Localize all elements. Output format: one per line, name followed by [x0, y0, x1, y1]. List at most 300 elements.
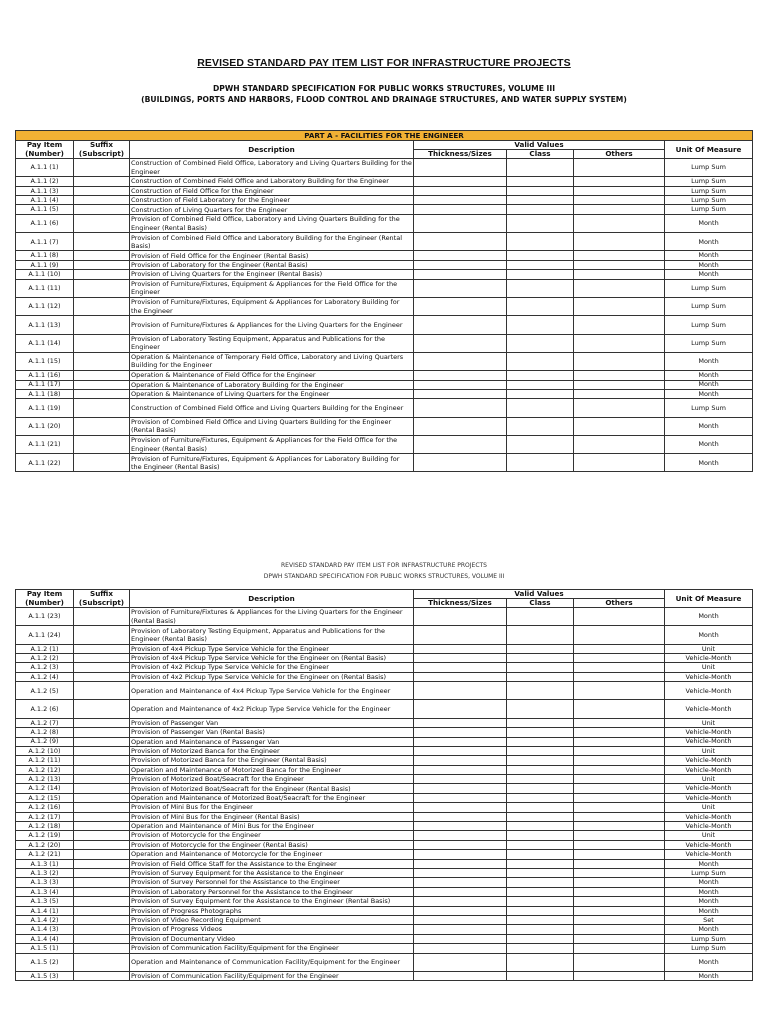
thickness-cell [414, 887, 507, 896]
pay-item-number: A.1.1 (21) [16, 435, 74, 453]
class-cell [507, 177, 574, 186]
suffix-cell [74, 644, 130, 653]
pay-item-number: A.1.1 (2) [16, 177, 74, 186]
pay-item-number: A.1.2 (12) [16, 765, 74, 774]
pay-item-number: A.1.2 (8) [16, 728, 74, 737]
unit-of-measure: Lump Sum [665, 944, 753, 953]
others-cell [574, 626, 665, 644]
table-row [16, 887, 753, 896]
unit-of-measure: Month [665, 371, 753, 380]
others-cell [574, 869, 665, 878]
thickness-cell [414, 159, 507, 177]
thickness-cell [414, 812, 507, 821]
class-cell [507, 878, 574, 887]
others-cell [574, 784, 665, 793]
table-row [16, 644, 753, 653]
class-cell [507, 700, 574, 718]
part-a-label: PART A - FACILITIES FOR THE ENGINEER [16, 131, 753, 141]
item-description: Construction of Field Office for the Engineer [130, 186, 414, 195]
class-cell [507, 260, 574, 269]
others-cell [574, 700, 665, 718]
item-description: Provision of Mini Bus for the Engineer [130, 803, 414, 812]
pay-item-number: A.1.1 (16) [16, 371, 74, 380]
unit-of-measure: Lump Sum [665, 869, 753, 878]
item-description: Provision of Motorized Boat/Seacraft for the Engineer [130, 775, 414, 784]
pay-item-number: A.1.4 (2) [16, 915, 74, 924]
item-description: Operation and Maintenance of Motorized Banca for the Engineer [130, 765, 414, 774]
others-cell [574, 196, 665, 205]
table-row [16, 389, 753, 398]
suffix-cell [74, 371, 130, 380]
unit-of-measure: Month [665, 897, 753, 906]
pay-item-number: A.1.1 (3) [16, 186, 74, 195]
thickness-cell [414, 944, 507, 953]
item-description: Provision of Motorized Boat/Seacraft for the Engineer (Rental Basis) [130, 784, 414, 793]
item-description: Provision of 4x4 Pickup Type Service Vehicle for the Engineer [130, 644, 414, 653]
others-cell [574, 159, 665, 177]
unit-of-measure: Unit [665, 663, 753, 672]
pay-item-number: A.1.2 (19) [16, 831, 74, 840]
unit-of-measure: Month [665, 214, 753, 232]
item-description: Provision of 4x4 Pickup Type Service Vehicle for the Engineer on (Rental Basis) [130, 653, 414, 662]
pay-item-number: A.1.2 (20) [16, 840, 74, 849]
table-row [16, 435, 753, 453]
pay-item-number: A.1.2 (14) [16, 784, 74, 793]
suffix-cell [74, 784, 130, 793]
class-cell [507, 608, 574, 626]
table-row [16, 775, 753, 784]
thickness-cell [414, 831, 507, 840]
suffix-cell [74, 672, 130, 681]
unit-of-measure: Month [665, 352, 753, 370]
suffix-cell [74, 831, 130, 840]
table-row [16, 672, 753, 681]
thickness-cell [414, 700, 507, 718]
unit-of-measure: Vehicle-Month [665, 682, 753, 700]
suffix-cell [74, 251, 130, 260]
table-row [16, 159, 753, 177]
class-cell [507, 186, 574, 195]
item-description: Provision of Survey Equipment for the Assistance to the Engineer [130, 869, 414, 878]
suffix-cell [74, 297, 130, 315]
class-cell [507, 417, 574, 435]
unit-of-measure: Vehicle-Month [665, 812, 753, 821]
pay-item-number: A.1.2 (4) [16, 672, 74, 681]
item-description: Operation and Maintenance of Mini Bus for the Engineer [130, 822, 414, 831]
table-row [16, 399, 753, 417]
others-cell [574, 186, 665, 195]
class-cell [507, 925, 574, 934]
spec-subtitle: DPWH STANDARD SPECIFICATION FOR PUBLIC WORKS STRUCTURES, VOLUME III [212, 84, 556, 93]
pay-item-number: A.1.2 (15) [16, 793, 74, 802]
pay-item-number: A.1.5 (2) [16, 953, 74, 971]
item-description: Provision of Laboratory for the Engineer (Rental Basis) [130, 260, 414, 269]
table-row [16, 869, 753, 878]
item-description: Operation and Maintenance of 4x4 Pickup Type Service Vehicle for the Engineer [130, 682, 414, 700]
thickness-cell [414, 971, 507, 980]
pay-item-number: A.1.2 (21) [16, 850, 74, 859]
thickness-cell [414, 934, 507, 943]
table-row [16, 214, 753, 232]
pay-item-table-part-a [15, 130, 753, 472]
thickness-cell [414, 859, 507, 868]
others-cell [574, 944, 665, 953]
pay-item-number: A.1.1 (19) [16, 399, 74, 417]
others-cell [574, 915, 665, 924]
suffix-cell [74, 435, 130, 453]
table-row [16, 812, 753, 821]
item-description: Provision of 4x2 Pickup Type Service Vehicle for the Engineer on (Rental Basis) [130, 672, 414, 681]
pay-item-number: A.1.1 (7) [16, 233, 74, 251]
unit-of-measure: Month [665, 389, 753, 398]
pay-item-number: A.1.1 (13) [16, 316, 74, 334]
thickness-cell [414, 214, 507, 232]
others-cell [574, 840, 665, 849]
suffix-cell [74, 869, 130, 878]
pay-item-number: A.1.1 (11) [16, 279, 74, 297]
item-description: Provision of Furniture/Fixtures, Equipment & Appliances for the Field Office for the Engineer (Rental Basis) [130, 435, 414, 453]
others-cell [574, 971, 665, 980]
unit-of-measure: Month [665, 233, 753, 251]
pay-item-number: A.1.4 (3) [16, 925, 74, 934]
unit-of-measure: Month [665, 859, 753, 868]
class-cell [507, 159, 574, 177]
pay-item-number: A.1.3 (5) [16, 897, 74, 906]
others-cell [574, 728, 665, 737]
pay-item-number: A.1.2 (10) [16, 746, 74, 755]
col-valid-values: Valid Values [414, 141, 665, 150]
thickness-cell [414, 878, 507, 887]
thickness-cell [414, 682, 507, 700]
thickness-cell [414, 840, 507, 849]
table-row [16, 186, 753, 195]
others-cell [574, 737, 665, 746]
suffix-cell [74, 878, 130, 887]
unit-of-measure: Unit [665, 644, 753, 653]
others-cell [574, 270, 665, 279]
others-cell [574, 653, 665, 662]
thickness-cell [414, 399, 507, 417]
suffix-cell [74, 822, 130, 831]
class-cell [507, 399, 574, 417]
pay-item-number: A.1.2 (17) [16, 812, 74, 821]
thickness-cell [414, 233, 507, 251]
others-cell [574, 389, 665, 398]
col-suffix: Suffix (Subscript) [74, 141, 130, 159]
item-description: Operation & Maintenance of Living Quarters for the Engineer [130, 389, 414, 398]
item-description: Provision of Progress Photographs [130, 906, 414, 915]
suffix-cell [74, 775, 130, 784]
table-row [16, 971, 753, 980]
suffix-cell [74, 205, 130, 214]
pay-item-table-continued [15, 589, 753, 981]
unit-of-measure: Lump Sum [665, 177, 753, 186]
unit-of-measure: Vehicle-Month [665, 850, 753, 859]
thickness-cell [414, 435, 507, 453]
item-description: Provision of Combined Field Office and Laboratory Building for the Engineer (Rental Basis) [130, 233, 414, 251]
pay-item-number: A.1.1 (5) [16, 205, 74, 214]
col-suffix: Suffix (Subscript) [74, 590, 130, 608]
unit-of-measure: Lump Sum [665, 205, 753, 214]
table-row [16, 718, 753, 727]
others-cell [574, 746, 665, 755]
others-cell [574, 672, 665, 681]
item-description: Provision of Motorized Banca for the Engineer [130, 746, 414, 755]
others-cell [574, 775, 665, 784]
table-row [16, 831, 753, 840]
unit-of-measure: Vehicle-Month [665, 784, 753, 793]
suffix-cell [74, 417, 130, 435]
pay-item-number: A.1.2 (11) [16, 756, 74, 765]
others-cell [574, 850, 665, 859]
suffix-cell [74, 793, 130, 802]
col-valid-values: Valid Values [414, 590, 665, 599]
class-cell [507, 784, 574, 793]
pay-item-number: A.1.1 (12) [16, 297, 74, 315]
suffix-cell [74, 380, 130, 389]
thickness-cell [414, 186, 507, 195]
unit-of-measure: Unit [665, 831, 753, 840]
thickness-cell [414, 850, 507, 859]
item-description: Provision of Video Recording Equipment [130, 915, 414, 924]
table-row [16, 822, 753, 831]
unit-of-measure: Month [665, 971, 753, 980]
unit-of-measure: Vehicle-Month [665, 728, 753, 737]
col-others: Others [574, 599, 665, 608]
unit-of-measure: Month [665, 608, 753, 626]
item-description: Provision of Motorcycle for the Engineer [130, 831, 414, 840]
class-cell [507, 718, 574, 727]
thickness-cell [414, 663, 507, 672]
suffix-cell [74, 737, 130, 746]
unit-of-measure: Unit [665, 775, 753, 784]
suffix-cell [74, 953, 130, 971]
suffix-cell [74, 915, 130, 924]
pay-item-number: A.1.1 (14) [16, 334, 74, 352]
thickness-cell [414, 205, 507, 214]
col-class: Class [507, 150, 574, 159]
pay-item-number: A.1.1 (4) [16, 196, 74, 205]
class-cell [507, 887, 574, 896]
pay-item-number: A.1.1 (23) [16, 608, 74, 626]
item-description: Provision of Furniture/Fixtures, Equipment & Appliances for Laboratory Building for the Engineer (Rental Basis) [130, 454, 414, 472]
thickness-cell [414, 608, 507, 626]
table-row [16, 765, 753, 774]
class-cell [507, 653, 574, 662]
pay-item-number: A.1.3 (3) [16, 878, 74, 887]
table-row [16, 756, 753, 765]
class-cell [507, 251, 574, 260]
suffix-cell [74, 653, 130, 662]
item-description: Provision of Field Office for the Engineer (Rental Basis) [130, 251, 414, 260]
thickness-cell [414, 270, 507, 279]
class-cell [507, 626, 574, 644]
pay-item-number: A.1.3 (1) [16, 859, 74, 868]
class-cell [507, 352, 574, 370]
unit-of-measure: Month [665, 417, 753, 435]
item-description: Operation and Maintenance of Motorized Boat/Seacraft for the Engineer [130, 793, 414, 802]
table-row [16, 746, 753, 755]
item-description: Provision of Survey Equipment for the Assistance to the Engineer (Rental Basis) [130, 897, 414, 906]
class-cell [507, 934, 574, 943]
table-row [16, 840, 753, 849]
pay-item-number: A.1.1 (10) [16, 270, 74, 279]
pay-item-number: A.1.1 (20) [16, 417, 74, 435]
thickness-cell [414, 316, 507, 334]
unit-of-measure: Lump Sum [665, 297, 753, 315]
table-row [16, 352, 753, 370]
suffix-cell [74, 663, 130, 672]
class-cell [507, 756, 574, 765]
table-row [16, 784, 753, 793]
table-row [16, 626, 753, 644]
thickness-cell [414, 746, 507, 755]
class-cell [507, 812, 574, 821]
thickness-cell [414, 626, 507, 644]
thickness-cell [414, 177, 507, 186]
table-row [16, 682, 753, 700]
class-cell [507, 279, 574, 297]
others-cell [574, 859, 665, 868]
table-row [16, 251, 753, 260]
thickness-cell [414, 869, 507, 878]
suffix-cell [74, 399, 130, 417]
pay-item-number: A.1.2 (2) [16, 653, 74, 662]
table-row [16, 934, 753, 943]
table-row [16, 297, 753, 315]
item-description: Provision of Laboratory Testing Equipment, Apparatus and Publications for the Engineer [130, 334, 414, 352]
item-description: Construction of Combined Field Office and Living Quarters Building for the Engineer [130, 399, 414, 417]
table-row [16, 196, 753, 205]
class-cell [507, 953, 574, 971]
class-cell [507, 454, 574, 472]
table-row [16, 803, 753, 812]
page-2-header-spec: DPWH STANDARD SPECIFICATION FOR PUBLIC WORKS STRUCTURES, VOLUME III [263, 573, 505, 580]
table-row [16, 608, 753, 626]
table-row [16, 878, 753, 887]
thickness-cell [414, 756, 507, 765]
others-cell [574, 682, 665, 700]
thickness-cell [414, 380, 507, 389]
item-description: Provision of Communication Facility/Equipment for the Engineer [130, 971, 414, 980]
class-cell [507, 371, 574, 380]
others-cell [574, 897, 665, 906]
table-row [16, 906, 753, 915]
suffix-cell [74, 196, 130, 205]
others-cell [574, 822, 665, 831]
class-cell [507, 915, 574, 924]
thickness-cell [414, 803, 507, 812]
suffix-cell [74, 728, 130, 737]
thickness-cell [414, 953, 507, 971]
suffix-cell [74, 897, 130, 906]
unit-of-measure: Month [665, 887, 753, 896]
table-row [16, 316, 753, 334]
thickness-cell [414, 417, 507, 435]
suffix-cell [74, 859, 130, 868]
pay-item-number: A.1.4 (4) [16, 934, 74, 943]
thickness-cell [414, 279, 507, 297]
class-cell [507, 850, 574, 859]
unit-of-measure: Lump Sum [665, 186, 753, 195]
unit-of-measure: Lump Sum [665, 934, 753, 943]
class-cell [507, 906, 574, 915]
item-description: Construction of Living Quarters for the Engineer [130, 205, 414, 214]
pay-item-number: A.1.3 (2) [16, 869, 74, 878]
suffix-cell [74, 944, 130, 953]
suffix-cell [74, 352, 130, 370]
pay-item-number: A.1.1 (6) [16, 214, 74, 232]
item-description: Operation & Maintenance of Laboratory Building for the Engineer [130, 380, 414, 389]
class-cell [507, 803, 574, 812]
item-description: Provision of Living Quarters for the Engineer (Rental Basis) [130, 270, 414, 279]
pay-item-number: A.1.1 (8) [16, 251, 74, 260]
unit-of-measure: Lump Sum [665, 399, 753, 417]
class-cell [507, 435, 574, 453]
others-cell [574, 279, 665, 297]
others-cell [574, 297, 665, 315]
table-row [16, 270, 753, 279]
page-title: REVISED STANDARD PAY ITEM LIST FOR INFRASTRUCTURE PROJECTS [197, 57, 571, 69]
suffix-cell [74, 812, 130, 821]
suffix-cell [74, 177, 130, 186]
item-description: Provision of Communication Facility/Equipment for the Engineer [130, 944, 414, 953]
others-cell [574, 371, 665, 380]
suffix-cell [74, 608, 130, 626]
class-cell [507, 380, 574, 389]
table-row [16, 850, 753, 859]
others-cell [574, 233, 665, 251]
suffix-cell [74, 233, 130, 251]
pay-item-number: A.1.1 (24) [16, 626, 74, 644]
thickness-cell [414, 728, 507, 737]
thickness-cell [414, 297, 507, 315]
others-cell [574, 756, 665, 765]
unit-of-measure: Unit [665, 803, 753, 812]
others-cell [574, 887, 665, 896]
suffix-cell [74, 934, 130, 943]
thickness-cell [414, 334, 507, 352]
class-cell [507, 233, 574, 251]
others-cell [574, 812, 665, 821]
table-row [16, 737, 753, 746]
table-row [16, 953, 753, 971]
others-cell [574, 878, 665, 887]
others-cell [574, 793, 665, 802]
unit-of-measure: Vehicle-Month [665, 765, 753, 774]
others-cell [574, 177, 665, 186]
class-cell [507, 944, 574, 953]
table-row [16, 653, 753, 662]
unit-of-measure: Vehicle-Month [665, 737, 753, 746]
unit-of-measure: Month [665, 251, 753, 260]
table-row [16, 233, 753, 251]
thickness-cell [414, 793, 507, 802]
others-cell [574, 718, 665, 727]
pay-item-number: A.1.2 (9) [16, 737, 74, 746]
pay-item-number: A.1.2 (18) [16, 822, 74, 831]
item-description: Operation and Maintenance of Motorcycle for the Engineer [130, 850, 414, 859]
suffix-cell [74, 803, 130, 812]
class-cell [507, 644, 574, 653]
pay-item-number: A.1.1 (1) [16, 159, 74, 177]
pay-item-number: A.1.3 (4) [16, 887, 74, 896]
unit-of-measure: Month [665, 380, 753, 389]
pay-item-number: A.1.2 (7) [16, 718, 74, 727]
item-description: Provision of Combined Field Office, Laboratory and Living Quarters Building for the Engineer (Rental Basis) [130, 214, 414, 232]
table-row [16, 371, 753, 380]
thickness-cell [414, 915, 507, 924]
